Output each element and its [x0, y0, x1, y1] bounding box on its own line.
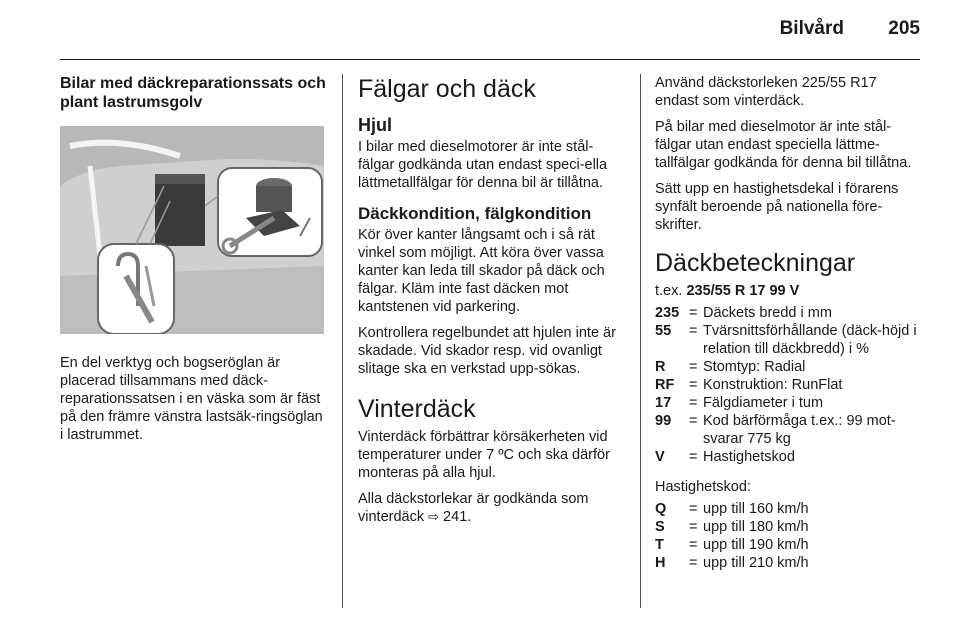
speed-key: Q — [655, 501, 667, 517]
equals-sign: = — [689, 537, 698, 553]
section-heading-condition: Däckkondition, fälgkondition — [358, 204, 592, 223]
speed-code-heading: Hastighetskod: — [655, 479, 751, 495]
definition-row — [655, 304, 923, 322]
definition-key: 55 — [655, 323, 672, 339]
definition-key: R — [655, 359, 666, 375]
section-heading-wheels: Hjul — [358, 115, 392, 135]
definition-key: V — [655, 449, 665, 465]
equals-sign: = — [689, 395, 698, 411]
speed-row — [655, 518, 923, 536]
winter-text-1: Vinterdäck förbättrar körsäkerheten vid temperaturer under 7 ºC och ska därför monteras på alla hjul. — [358, 429, 610, 481]
definition-key: 99 — [655, 413, 672, 429]
equals-sign: = — [689, 377, 698, 393]
tire-size-note: Använd däckstorleken 225/55 R17 endast som vinterdäck. — [655, 75, 877, 109]
repair-kit-text: En del verktyg och bogseröglan är placerad tillsammans med däck-reparationssatsen i en väska som är fäst på den främre vänstra lastsäk-ringsöglan i lastrummet. — [60, 355, 323, 443]
equals-sign: = — [689, 359, 698, 375]
speed-decal-note: Sätt upp en hastighetsdekal i förarens synfält beroende på nationella före-skrifter. — [655, 181, 899, 233]
equals-sign: = — [689, 305, 698, 321]
definition-value: Konstruktion: RunFlat — [703, 377, 843, 393]
speed-key: S — [655, 519, 665, 535]
definition-key: 17 — [655, 395, 672, 411]
equals-sign: = — [689, 323, 698, 339]
diesel-note: På bilar med dieselmotor är inte stål-fälgar utan endast speciella lättme-tallfälgar godkända för denna bil tillåtna. — [655, 119, 912, 171]
winter-text-2 — [358, 490, 626, 527]
condition-text-1: Kör över kanter långsamt och i så rät vinkel som möjligt. Att köra över vassa kanter kan leda till skador på däck och fälgar. Kläm inte fast däcken mot kantstenen vid parkering. — [358, 227, 605, 315]
definition-row — [655, 376, 923, 394]
page-header — [60, 16, 920, 46]
tire-code-example — [655, 282, 923, 300]
equals-sign: = — [689, 413, 698, 429]
definition-value: Kod bärförmåga t.ex.: 99 mot-svarar 775 kg — [703, 413, 896, 447]
tire-code-definitions — [655, 304, 923, 466]
winter-text-2-body: Alla däckstorlekar är godkända som vinterdäck — [358, 491, 589, 525]
definition-key: 235 — [655, 305, 680, 321]
speed-key: H — [655, 555, 666, 571]
definition-row — [655, 394, 923, 412]
speed-value: upp till 210 km/h — [703, 555, 809, 571]
speed-value: upp till 180 km/h — [703, 519, 809, 535]
column-3 — [655, 74, 923, 572]
definition-value: Tvärsnittsförhållande (däck-höjd i relation till däckbredd) i % — [703, 323, 917, 357]
definition-row — [655, 448, 923, 466]
page-reference-link[interactable]: 241. — [439, 509, 472, 525]
definition-row — [655, 358, 923, 376]
header-rule — [60, 59, 920, 60]
example-code: 235/55 R 17 99 V — [686, 283, 800, 299]
column-divider-2 — [640, 74, 641, 608]
section-heading-winter: Vinterdäck — [358, 395, 476, 423]
speed-value: upp till 160 km/h — [703, 501, 809, 517]
equals-sign: = — [689, 555, 698, 571]
definition-value: Hastighetskod — [703, 449, 795, 465]
page-number: 205 — [888, 18, 920, 39]
definition-row — [655, 412, 923, 448]
definition-row — [655, 322, 923, 358]
section-title: Bilvård — [779, 18, 844, 39]
wheels-text: I bilar med dieselmotorer är inte stål-fälgar godkända utan endast speci-ella lättmetallfälgar för denna bil är tillåtna. — [358, 139, 608, 191]
speed-row — [655, 500, 923, 518]
definition-value: Däckets bredd i mm — [703, 305, 832, 321]
column-2 — [358, 74, 626, 535]
column-divider-1 — [342, 74, 343, 608]
speed-row — [655, 554, 923, 572]
definition-key: RF — [655, 377, 675, 393]
example-prefix: t.ex. — [655, 283, 687, 299]
equals-sign: = — [689, 519, 698, 535]
speed-row — [655, 536, 923, 554]
definition-value: Stomtyp: Radial — [703, 359, 806, 375]
chapter-title: Fälgar och däck — [358, 75, 536, 103]
speed-code-list — [655, 500, 923, 572]
equals-sign: = — [689, 449, 698, 465]
condition-text-2: Kontrollera regelbundet att hjulen inte är skadade. Vid skador resp. vid ovanligt slitage ska en verkstad upp-sökas. — [358, 325, 616, 377]
equals-sign: = — [689, 501, 698, 517]
definition-value: Fälgdiameter i tum — [703, 395, 824, 411]
section-heading-tire-markings: Däckbeteckningar — [655, 249, 856, 277]
page-reference-icon: ⇨ — [428, 510, 440, 525]
column-1 — [60, 74, 328, 452]
trunk-illustration — [60, 126, 324, 334]
section-heading-repair-kit: Bilar med däckreparationssats och plant lastrumsgolv — [60, 75, 326, 111]
speed-key: T — [655, 537, 664, 553]
speed-value: upp till 190 km/h — [703, 537, 809, 553]
